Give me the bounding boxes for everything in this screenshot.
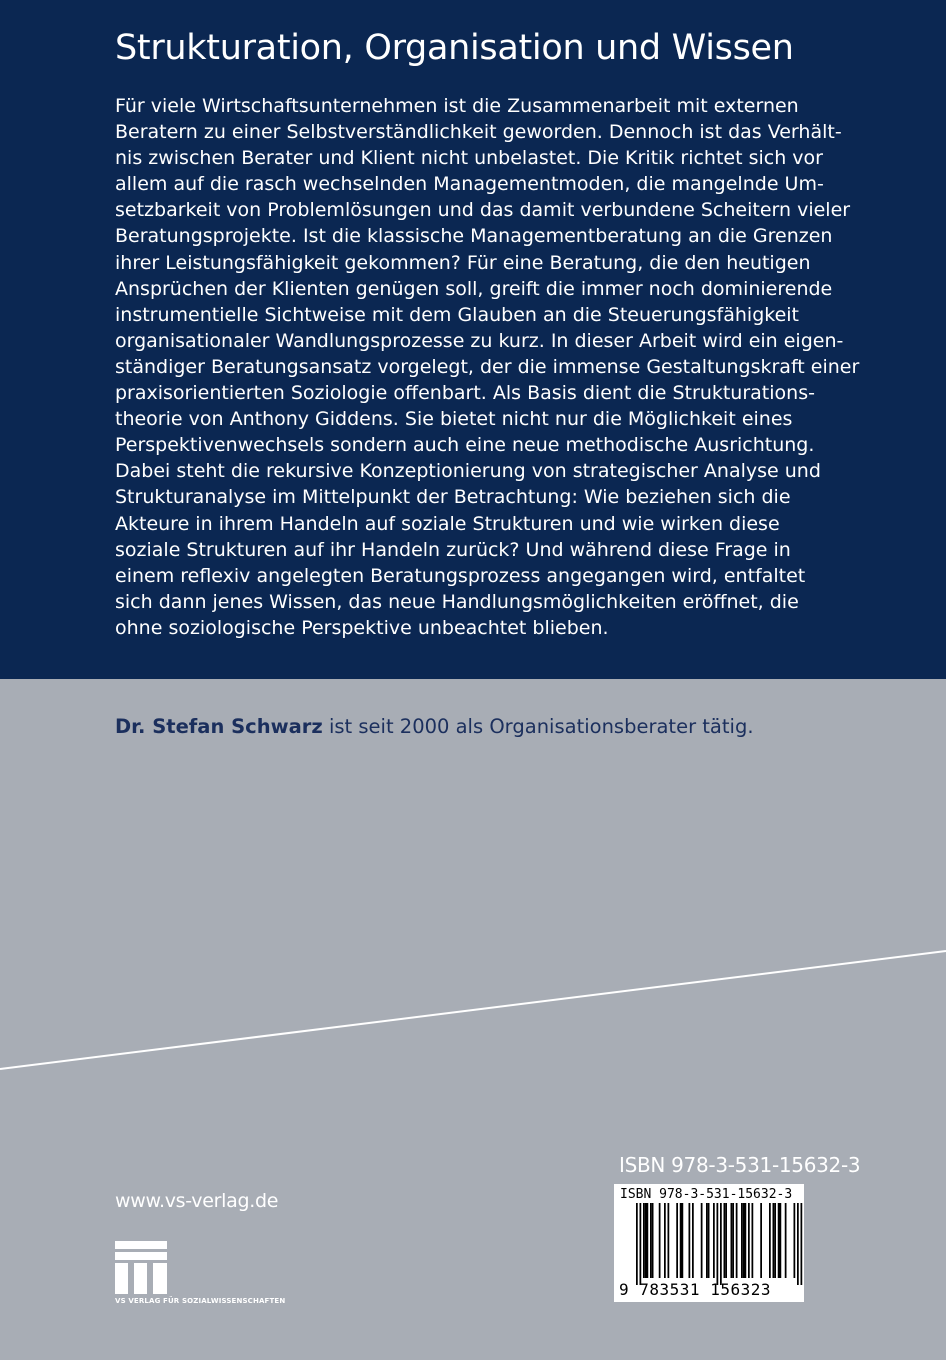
blurb-line: Akteure in ihrem Handeln auf soziale Strukturen und wie wirken diese bbox=[115, 512, 780, 535]
barcode-bar bbox=[668, 1203, 670, 1278]
isbn-label: ISBN 978-3-531-15632-3 bbox=[619, 1153, 861, 1177]
publisher-name: VS VERLAG FÜR SOZIALWISSENSCHAFTEN bbox=[115, 1297, 286, 1305]
barcode-bar bbox=[650, 1203, 652, 1278]
blurb-line: sich dann jenes Wissen, das neue Handlungsmöglichkeiten eröffnet, die bbox=[115, 590, 799, 613]
blurb-text bbox=[115, 93, 860, 641]
author-name: Dr. Stefan Schwarz bbox=[115, 715, 323, 738]
barcode-bar bbox=[640, 1203, 642, 1285]
barcode-bar bbox=[780, 1203, 782, 1278]
barcode-bar bbox=[676, 1203, 678, 1278]
barcode-bar bbox=[636, 1203, 638, 1285]
barcode-bar bbox=[801, 1203, 803, 1285]
barcode-bar bbox=[706, 1203, 708, 1278]
blurb-line: theorie von Anthony Giddens. Sie bietet nicht nur die Möglichkeit eines bbox=[115, 408, 793, 431]
barcode-bar bbox=[794, 1203, 796, 1278]
logo-pillar-1 bbox=[115, 1263, 128, 1294]
barcode-bar bbox=[745, 1203, 747, 1278]
blurb-line: Beratern zu einer Selbstverständlichkeit geworden. Dennoch ist das Verhält- bbox=[115, 121, 842, 144]
barcode-bar bbox=[692, 1203, 694, 1278]
blurb-line: ihrer Leistungsfähigkeit gekommen? Für eine Beratung, die den heutigen bbox=[115, 251, 811, 274]
blurb-line: praxisorientierten Soziologie offenbart. Als Basis dient die Strukturations- bbox=[115, 382, 815, 405]
blurb-line: Beratungsprojekte. Ist die klassische Managementberatung an die Grenzen bbox=[115, 225, 833, 248]
logo-pillar-3 bbox=[153, 1263, 167, 1294]
barcode-bar bbox=[652, 1203, 654, 1278]
blurb-line: nis zwischen Berater und Klient nicht unbelastet. Die Kritik richtet sich vor bbox=[115, 147, 823, 170]
barcode-bar bbox=[752, 1203, 754, 1278]
blurb-line: setzbarkeit von Problemlösungen und das damit verbundene Scheitern vieler bbox=[115, 199, 851, 222]
blurb-line: ständiger Beratungsansatz vorgelegt, der die immense Gestaltungskraft einer bbox=[115, 355, 860, 378]
barcode-bar bbox=[708, 1203, 710, 1278]
barcode-isbn-text: ISBN 978-3-531-15632-3 bbox=[620, 1187, 793, 1202]
barcode-bar bbox=[680, 1203, 682, 1278]
blurb-line: ohne soziologische Perspektive unbeachtet blieben. bbox=[115, 616, 609, 639]
barcode-bar bbox=[760, 1203, 762, 1278]
blurb-line: Für viele Wirtschaftsunternehmen ist die Zusammenarbeit mit externen bbox=[115, 95, 799, 117]
barcode-bar bbox=[774, 1203, 776, 1278]
barcode-bar bbox=[736, 1203, 738, 1278]
blurb-line: Dabei steht die rekursive Konzeptionierung von strategischer Analyse und bbox=[115, 460, 821, 483]
barcode-bar bbox=[797, 1203, 799, 1285]
barcode-bar bbox=[647, 1203, 649, 1278]
barcode-bar bbox=[717, 1203, 719, 1285]
barcode-bar bbox=[743, 1203, 745, 1278]
barcode-bar bbox=[769, 1203, 771, 1278]
barcode bbox=[614, 1184, 804, 1302]
publisher-logo bbox=[115, 1241, 167, 1294]
barcode-bar bbox=[720, 1203, 722, 1285]
barcode-bar bbox=[732, 1203, 734, 1278]
barcode-bar bbox=[713, 1203, 715, 1278]
diagonal-stroke bbox=[0, 951, 946, 1069]
barcode-bar bbox=[731, 1203, 733, 1278]
blurb-line: Ansprüchen der Klienten genügen soll, greift die immer noch dominierende bbox=[115, 277, 833, 300]
author-description: ist seit 2000 als Organisationsberater tätig. bbox=[322, 715, 754, 738]
barcode-bar bbox=[741, 1203, 743, 1278]
barcode-digits: 9 783531 156323 bbox=[619, 1280, 771, 1299]
blurb-line: Perspektivenwechsels sondern auch eine neue methodische Ausrichtung. bbox=[115, 434, 815, 457]
barcode-bar bbox=[725, 1203, 727, 1278]
blurb-line: Strukturanalyse im Mittelpunkt der Betrachtung: Wie beziehen sich die bbox=[115, 486, 791, 509]
barcode-bar bbox=[643, 1203, 645, 1278]
blurb-line: soziale Strukturen auf ihr Handeln zurück? Und während diese Frage in bbox=[115, 538, 791, 561]
barcode-bar bbox=[682, 1203, 684, 1278]
blurb-line: organisationaler Wandlungsprozesse zu kurz. In dieser Arbeit wird ein eigen- bbox=[115, 329, 844, 352]
logo-bar-2 bbox=[115, 1252, 167, 1260]
blurb-line: einem reflexiv angelegten Beratungsprozess angegangen wird, entfaltet bbox=[115, 564, 806, 587]
barcode-bar bbox=[664, 1203, 666, 1278]
blurb-line: instrumentielle Sichtweise mit dem Glauben an die Steuerungsfähigkeit bbox=[115, 303, 800, 326]
barcode-bar bbox=[773, 1203, 775, 1278]
barcode-bar bbox=[778, 1203, 780, 1278]
barcode-bar bbox=[659, 1203, 661, 1278]
barcode-bar bbox=[748, 1203, 750, 1278]
barcode-bar bbox=[701, 1203, 703, 1278]
publisher-website: www.vs-verlag.de bbox=[115, 1190, 279, 1212]
barcode-bar bbox=[724, 1203, 726, 1278]
barcode-bar bbox=[785, 1203, 787, 1278]
blurb-line: allem auf die rasch wechselnden Managementmoden, die mangelnde Um- bbox=[115, 173, 824, 196]
barcode-bar bbox=[689, 1203, 691, 1278]
book-title: Strukturation, Organisation und Wissen bbox=[115, 28, 794, 68]
logo-pillar-2 bbox=[134, 1263, 147, 1294]
barcode-bar bbox=[645, 1203, 647, 1278]
logo-bar-1 bbox=[115, 1241, 167, 1249]
